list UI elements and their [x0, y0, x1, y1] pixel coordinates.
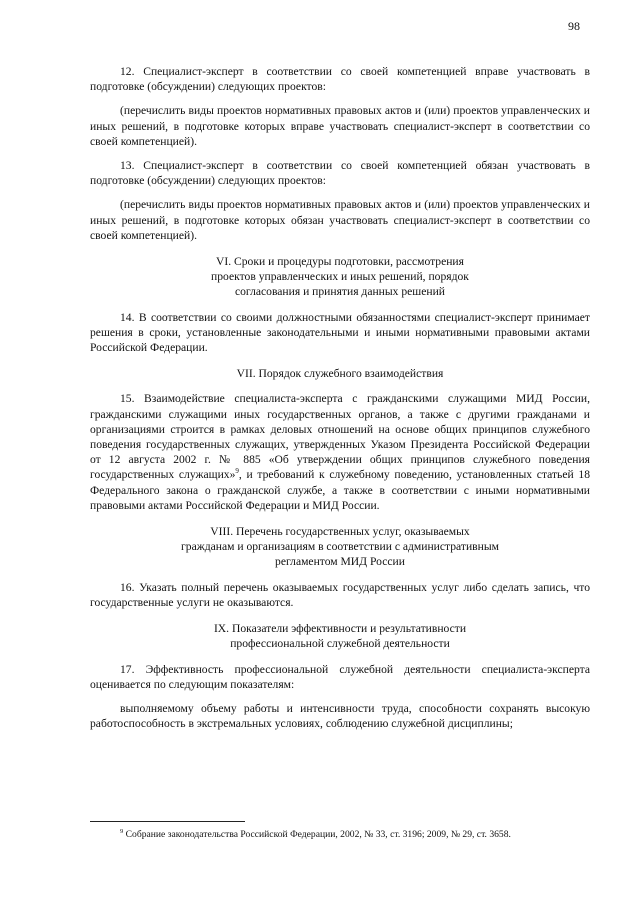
section-heading-vii-line: VII. Порядок служебного взаимодействия: [236, 367, 444, 381]
section-heading-viii-line: гражданам и организациям в соответствии с административным: [181, 540, 499, 554]
section-heading-vi: [90, 254, 590, 300]
paragraph-12-note: (перечислить виды проектов нормативных правовых актов и (или) проектов управленческих и иных решений, в подготовке которых вправе участвовать специалист-эксперт в соответствии со своей компетенцией).: [90, 104, 590, 148]
section-heading-vi-line: проектов управленческих и иных решений, порядок: [211, 270, 469, 284]
section-heading-ix-line: профессиональной служебной деятельности: [230, 637, 450, 651]
section-heading-vi-line: согласования и принятия данных решений: [234, 285, 445, 299]
section-heading-vii: [90, 366, 590, 381]
footnote-mark: 9: [120, 827, 124, 835]
section-heading-ix-line: IX. Показатели эффективности и результативности: [213, 622, 467, 636]
footnote-reference: 9: [235, 467, 239, 476]
section-heading-viii-line: VIII. Перечень государственных услуг, оказываемых: [210, 525, 470, 539]
paragraph-14: 14. В соответствии со своими должностными обязанностями специалист-эксперт принимает решения в сроки, установленные законодательными и иными нормативными правовыми актами Российской Федерации.: [90, 310, 590, 355]
footnote: [120, 829, 590, 841]
paragraph-15: [90, 391, 590, 513]
paragraph-13-note: (перечислить виды проектов нормативных правовых актов и (или) проектов управленческих и иных решений, в подготовке которых обязан участвовать специалист-эксперт в соответствии со своей компетенцией).: [90, 198, 590, 242]
section-heading-vi-line: VI. Сроки и процедуры подготовки, рассмотрения: [216, 255, 464, 269]
section-heading-viii: [90, 524, 590, 570]
section-heading-viii-line: регламентом МИД России: [275, 555, 405, 569]
paragraph-17-item: выполняемому объему работы и интенсивности труда, способности сохранять высокую работоспособность в экстремальных условиях, соблюдению служебной дисциплины;: [90, 701, 590, 731]
footnote-text: Собрание законодательства Российской Федерации, 2002, № 33, ст. 3196; 2009, № 29, ст. 3658.: [123, 829, 511, 840]
paragraph-15-text-start: 15. Взаимодействие специалиста-эксперта с гражданскими служащими МИД России, гражданскими служащими иных государственных органов, а также с другими гражданами и организациями строится в рамках деловых отношений на основе общих принципов служебного поведения государственных служащих, утвержденных Указом Президента Российской Федерации от 12 августа 2002 г. № 885 «Об утверждении общих принципов служебного поведения государственных служащих»: [90, 392, 590, 482]
page-number: 98: [568, 19, 580, 33]
paragraph-16: 16. Указать полный перечень оказываемых государственных услуг либо сделать запись, что государственные услуги не оказываются.: [90, 580, 590, 609]
paragraph-13: 13. Специалист-эксперт в соответствии со своей компетенцией обязан участвовать в подготовке (обсуждении) следующих проектов:: [90, 159, 590, 188]
paragraph-17: 17. Эффективность профессиональной служебной деятельности специалиста-эксперта оценивается по следующим показателям:: [90, 662, 590, 691]
paragraph-15-text-end: , и требований к служебному поведению, установленных статьей 18 Федерального закона о гражданской службе, а также в соответствии с иными нормативными правовыми актами Российской Федерации и МИД России.: [90, 468, 590, 512]
footnote-separator: [90, 821, 245, 822]
paragraph-12: 12. Специалист-эксперт в соответствии со своей компетенцией вправе участвовать в подготовке (обсуждении) следующих проектов:: [90, 65, 590, 94]
document-body: [90, 64, 590, 740]
section-heading-ix: [90, 621, 590, 651]
